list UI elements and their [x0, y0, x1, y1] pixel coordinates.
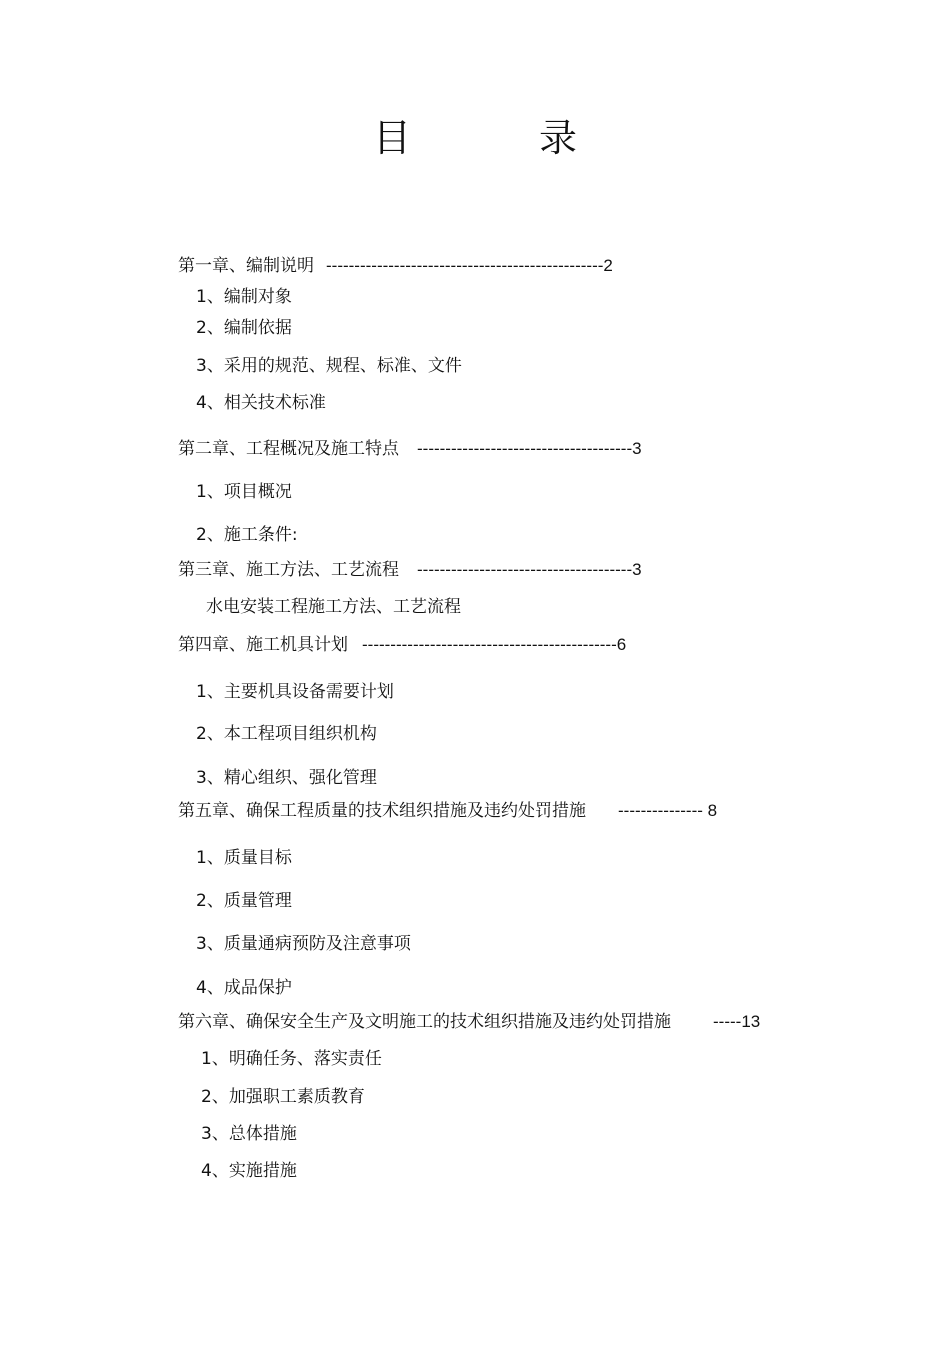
toc-leader: -----	[713, 1012, 742, 1031]
toc-chapter-title: 第四章、施工机具计划	[178, 635, 348, 655]
toc-item[interactable]: 1、质量目标	[196, 848, 292, 868]
toc-item[interactable]: 3、质量通病预防及注意事项	[196, 934, 411, 954]
toc-chapter-title: 第六章、确保安全生产及文明施工的技术组织措施及违约处罚措施	[178, 1012, 671, 1032]
toc-chapter-title: 第五章、确保工程质量的技术组织措施及违约处罚措施	[178, 801, 586, 821]
toc-item[interactable]: 1、主要机具设备需要计划	[196, 682, 394, 702]
toc-page-number: 3	[632, 560, 642, 579]
page-title: 目 录	[372, 116, 636, 160]
toc-item[interactable]: 3、采用的规范、规程、标准、文件	[196, 356, 462, 376]
toc-item[interactable]: 1、项目概况	[196, 482, 292, 502]
toc-item[interactable]: 1、编制对象	[196, 287, 292, 307]
toc-item[interactable]: 2、质量管理	[196, 891, 292, 911]
toc-chapter-1[interactable]	[178, 255, 613, 277]
toc-chapter-title: 第一章、编制说明	[178, 256, 314, 276]
toc-item[interactable]: 3、精心组织、强化管理	[196, 768, 377, 788]
toc-item[interactable]: 4、实施措施	[201, 1161, 297, 1181]
toc-chapter-2[interactable]	[178, 438, 642, 460]
toc-item[interactable]: 4、成品保护	[196, 978, 292, 998]
toc-item[interactable]: 2、施工条件:	[196, 525, 298, 545]
toc-leader: ---------------------------------------------	[362, 635, 617, 654]
toc-chapter-title: 第二章、工程概况及施工特点	[178, 439, 399, 459]
toc-item[interactable]: 水电安装工程施工方法、工艺流程	[206, 597, 461, 617]
toc-leader: ---------------	[618, 801, 703, 820]
toc-leader: --------------------------------------	[417, 439, 633, 458]
toc-page-number: 2	[603, 256, 613, 275]
toc-chapter-3[interactable]	[178, 559, 642, 581]
toc-leader: --------------------------------------	[417, 560, 633, 579]
toc-page-number: 3	[632, 439, 642, 458]
toc-item[interactable]: 1、明确任务、落实责任	[201, 1049, 382, 1069]
toc-chapter-5[interactable]	[178, 800, 717, 822]
toc-item[interactable]: 2、加强职工素质教育	[201, 1087, 365, 1107]
toc-item[interactable]: 3、总体措施	[201, 1124, 297, 1144]
toc-chapter-4[interactable]	[178, 634, 626, 656]
toc-leader: -------------------------------------------------	[326, 256, 604, 275]
toc-item[interactable]: 2、本工程项目组织机构	[196, 724, 377, 744]
toc-page-number: 13	[741, 1012, 761, 1031]
toc-page-number: 6	[616, 635, 627, 654]
toc-item[interactable]: 4、相关技术标准	[196, 393, 326, 413]
toc-chapter-title: 第三章、施工方法、工艺流程	[178, 560, 399, 580]
toc-page-number: 8	[702, 801, 718, 820]
toc-item[interactable]: 2、编制依据	[196, 318, 292, 338]
toc-chapter-6[interactable]	[178, 1011, 760, 1033]
